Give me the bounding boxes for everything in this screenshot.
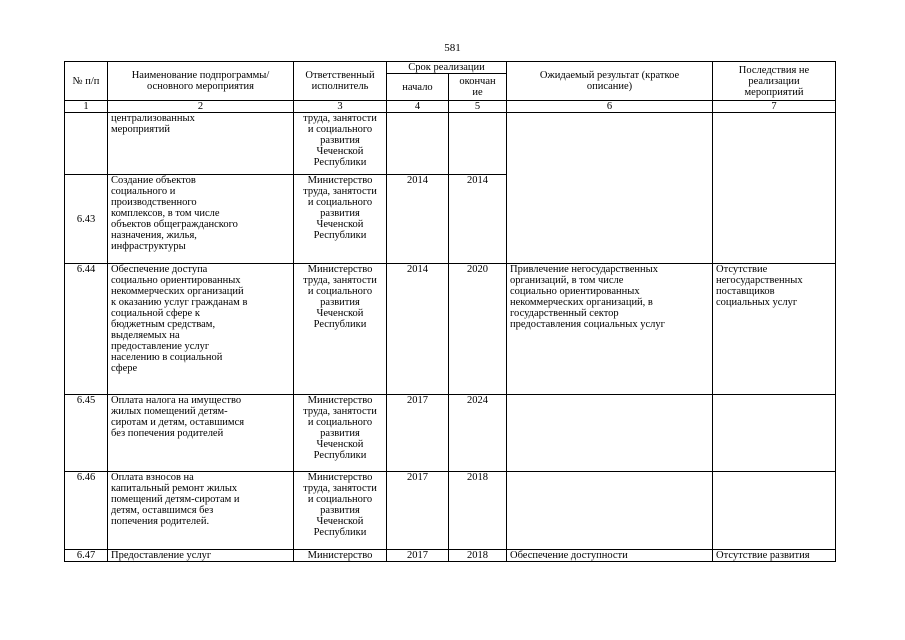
row-executor: Министерство	[294, 550, 387, 562]
header-consequences: Последствия не реализации мероприятий	[713, 62, 836, 101]
row-executor: Министерство труда, занятости и социального развития Чеченской Республики	[294, 472, 387, 550]
row-num: 6.44	[65, 264, 108, 395]
column-number-row	[65, 101, 836, 113]
row-consequences	[713, 395, 836, 472]
row-start: 2014	[387, 175, 449, 264]
row-name: централизованных мероприятий	[108, 113, 294, 175]
row-result	[507, 472, 713, 550]
row-name: Обеспечение доступа социально ориентированных некоммерческих организаций к оказанию услуг гражданам в социальной сфере к бюджетным средствам, выделяемых на предоставление услуг населению в социальной сфере	[108, 264, 294, 395]
table-row	[65, 264, 836, 395]
header-start: начало	[387, 74, 449, 101]
row-num: 6.43	[65, 175, 108, 264]
row-end: 2020	[449, 264, 507, 395]
row-consequences	[713, 113, 836, 264]
row-executor: Министерство труда, занятости и социального развития Чеченской Республики	[294, 395, 387, 472]
column-number: 3	[294, 101, 387, 113]
row-result: Привлечение негосударственных организаций, в том числе социально ориентированных некоммерческих организаций, в государственный сектор предоставления социальных услуг	[507, 264, 713, 395]
row-num: 6.45	[65, 395, 108, 472]
column-number: 4	[387, 101, 449, 113]
row-consequences: Отсутствие развития	[713, 550, 836, 562]
column-number: 5	[449, 101, 507, 113]
row-num: 6.46	[65, 472, 108, 550]
column-number: 2	[108, 101, 294, 113]
row-end: 2018	[449, 472, 507, 550]
row-name: Оплата взносов на капитальный ремонт жилых помещений детям-сиротам и детям, оставшимся без попечения родителей.	[108, 472, 294, 550]
row-num	[65, 113, 108, 175]
row-result	[507, 113, 713, 264]
row-end	[449, 113, 507, 175]
row-result: Обеспечение доступности	[507, 550, 713, 562]
row-start: 2017	[387, 550, 449, 562]
row-num: 6.47	[65, 550, 108, 562]
table-row	[65, 550, 836, 562]
row-consequences	[713, 472, 836, 550]
row-end: 2024	[449, 395, 507, 472]
column-number: 6	[507, 101, 713, 113]
row-start: 2017	[387, 472, 449, 550]
table-row	[65, 472, 836, 550]
row-consequences: Отсутствие негосударственных поставщиков социальных услуг	[713, 264, 836, 395]
row-end: 2018	[449, 550, 507, 562]
row-end: 2014	[449, 175, 507, 264]
row-result	[507, 395, 713, 472]
row-name: Оплата налога на имущество жилых помещений детям- сиротам и детям, оставшимся без попечения родителей	[108, 395, 294, 472]
header-period: Срок реализации	[387, 62, 507, 74]
header-end: окончан ие	[449, 74, 507, 101]
column-number: 7	[713, 101, 836, 113]
row-start: 2017	[387, 395, 449, 472]
row-name: Создание объектов социального и производственного комплексов, в том числе объектов общегражданского назначения, жилья, инфраструктуры	[108, 175, 294, 264]
column-number: 1	[65, 101, 108, 113]
row-name: Предоставление услуг	[108, 550, 294, 562]
row-executor: Министерство труда, занятости и социального развития Чеченской Республики	[294, 175, 387, 264]
header-name: Наименование подпрограммы/ основного мероприятия	[108, 62, 294, 101]
row-start: 2014	[387, 264, 449, 395]
row-executor: труда, занятости и социального развития Чеченской Республики	[294, 113, 387, 175]
header-num: № п/п	[65, 62, 108, 101]
program-table	[64, 61, 836, 562]
header-row-1	[65, 62, 836, 74]
header-result: Ожидаемый результат (краткое описание)	[507, 62, 713, 101]
table-row	[65, 113, 836, 175]
row-start	[387, 113, 449, 175]
header-executor: Ответственный исполнитель	[294, 62, 387, 101]
table-row	[65, 395, 836, 472]
row-executor: Министерство труда, занятости и социального развития Чеченской Республики	[294, 264, 387, 395]
page-number: 581	[444, 42, 461, 54]
